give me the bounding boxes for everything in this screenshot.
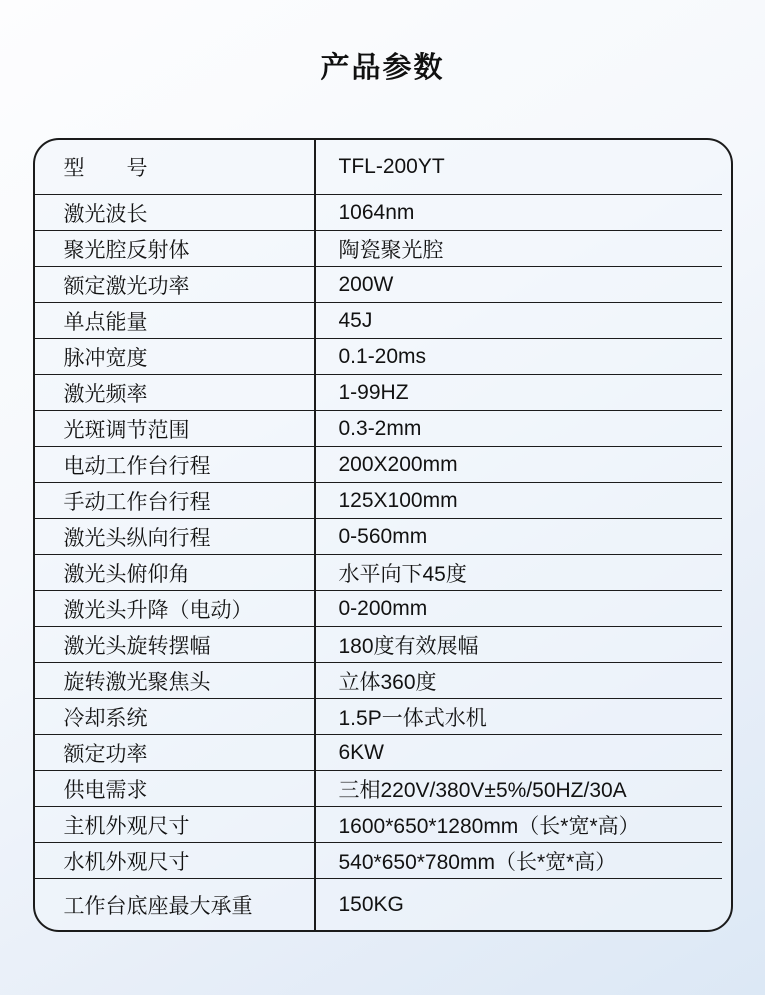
row-label: 脉冲宽度	[63, 346, 148, 370]
table-row	[35, 410, 722, 446]
table-row	[35, 554, 722, 590]
row-value: 0-200mm	[338, 596, 428, 620]
table-row	[35, 662, 722, 698]
row-label: 型 号	[63, 157, 148, 180]
table-row	[35, 770, 722, 806]
row-label: 光斑调节范围	[63, 418, 190, 442]
row-label: 激光波长	[63, 202, 148, 226]
row-value: 水平向下45度	[338, 562, 467, 586]
table-row	[35, 230, 722, 266]
row-label: 激光头旋转摆幅	[63, 634, 211, 658]
table-row	[35, 518, 722, 554]
row-value: 陶瓷聚光腔	[338, 238, 444, 262]
spec-table-rows	[35, 140, 731, 930]
row-label: 冷却系统	[63, 706, 148, 730]
table-row	[35, 140, 722, 194]
table-row	[35, 446, 722, 482]
row-value: 200X200mm	[338, 452, 458, 476]
row-value: 540*650*780mm（长*宽*高）	[338, 850, 617, 874]
row-label: 工作台底座最大承重	[63, 894, 253, 918]
row-value: 150KG	[338, 892, 404, 916]
row-value: 0.3-2mm	[338, 416, 422, 440]
table-row	[35, 698, 722, 734]
row-label: 电动工作台行程	[63, 454, 211, 478]
table-row	[35, 482, 722, 518]
table-row	[35, 194, 722, 230]
row-value: 1-99HZ	[338, 380, 409, 404]
row-value: 1064nm	[338, 200, 415, 224]
row-value: 立体360度	[338, 670, 437, 694]
row-value: 180度有效展幅	[338, 634, 479, 658]
row-value: 1.5P一体式水机	[338, 706, 487, 730]
row-label: 激光头升降（电动）	[63, 598, 253, 622]
row-label: 主机外观尺寸	[63, 814, 190, 838]
row-label: 额定激光功率	[63, 274, 190, 298]
row-label: 旋转激光聚焦头	[63, 670, 211, 694]
row-value: 200W	[338, 272, 394, 296]
row-value: 1600*650*1280mm（长*宽*高）	[338, 814, 640, 838]
table-row	[35, 302, 722, 338]
table-row	[35, 878, 722, 930]
table-row	[35, 842, 722, 878]
row-label: 供电需求	[63, 778, 148, 802]
table-row	[35, 338, 722, 374]
table-row	[35, 590, 722, 626]
row-value: 125X100mm	[338, 488, 458, 512]
row-value: TFL-200YT	[338, 155, 445, 178]
table-row	[35, 626, 722, 662]
row-label: 激光频率	[63, 382, 148, 406]
row-value: 45J	[338, 308, 373, 332]
row-label: 激光头俯仰角	[63, 562, 190, 586]
row-label: 单点能量	[63, 310, 148, 334]
table-row	[35, 266, 722, 302]
row-label: 激光头纵向行程	[63, 526, 211, 550]
table-row	[35, 734, 722, 770]
table-row	[35, 374, 722, 410]
row-label: 额定功率	[63, 742, 148, 766]
page-title: 产品参数	[320, 52, 445, 84]
table-row	[35, 806, 722, 842]
row-value: 6KW	[338, 740, 385, 764]
spec-table	[33, 138, 733, 932]
column-divider	[314, 140, 316, 930]
row-label: 水机外观尺寸	[63, 850, 190, 874]
row-value: 0-560mm	[338, 524, 428, 548]
row-label: 手动工作台行程	[63, 490, 211, 514]
row-value: 0.1-20ms	[338, 344, 427, 368]
row-value: 三相220V/380V±5%/50HZ/30A	[338, 778, 627, 802]
row-label: 聚光腔反射体	[63, 238, 190, 262]
